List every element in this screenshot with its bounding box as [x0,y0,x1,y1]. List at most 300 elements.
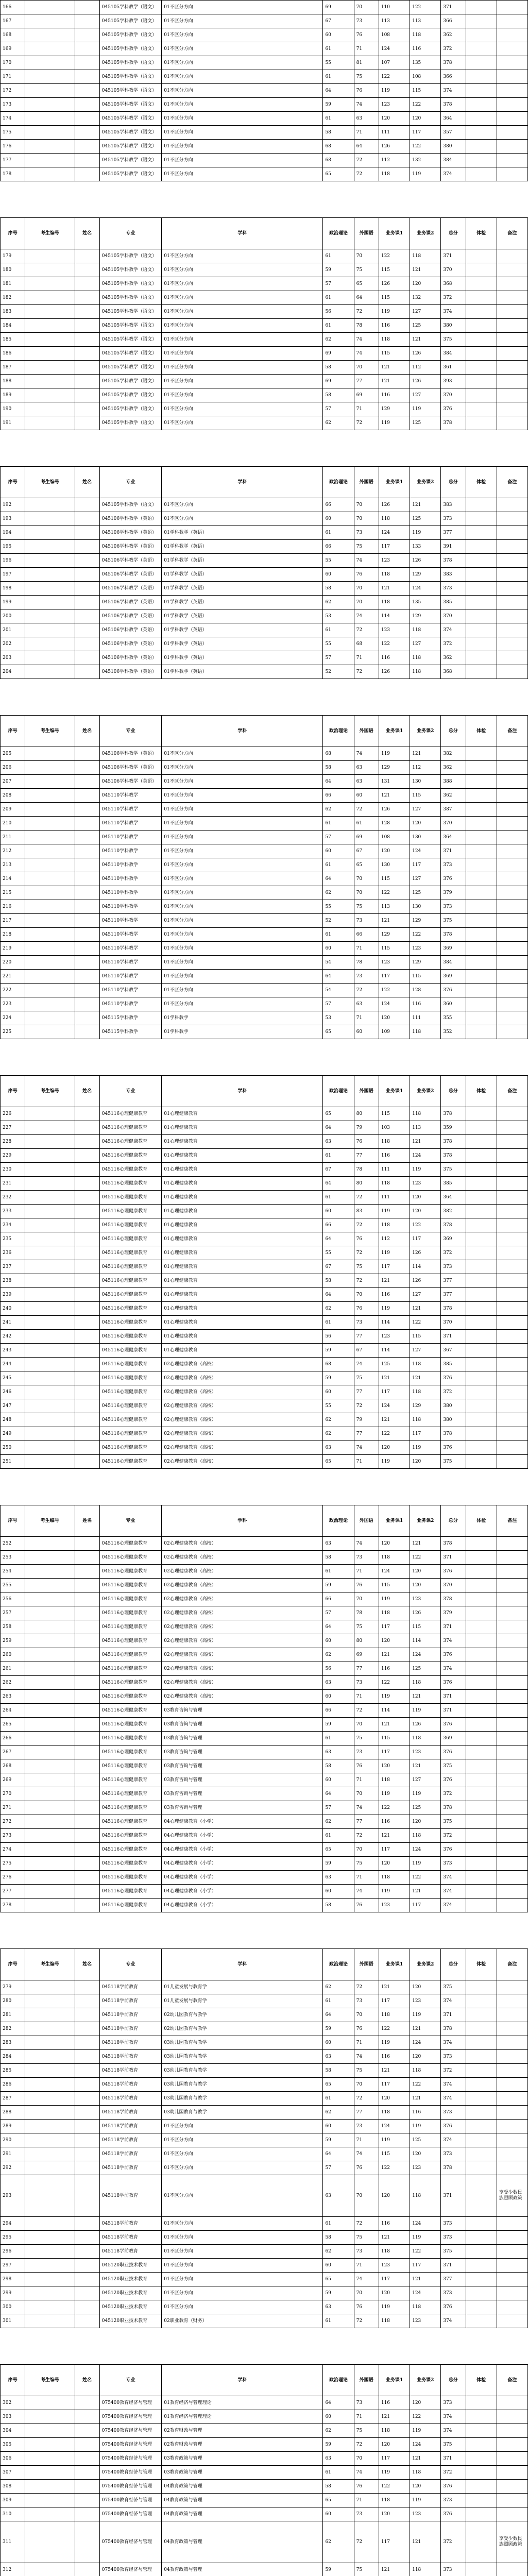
cell-subject: 03教育咨询与管理 [162,1704,323,1718]
cell-course1: 111 [379,126,410,140]
cell-subject: 01不区分方向 [162,98,323,112]
table-row [1,568,528,582]
cell-course2: 120 [410,1980,441,1994]
cell-foreign: 71 [354,402,379,416]
cell-subject: 04心理健康教育（小学） [162,1815,323,1829]
cell-subject: 03教育咨询与管理 [162,1801,323,1815]
cell-total: 361 [441,361,466,375]
cell-seq: 285 [1,2064,25,2078]
cell-major: 045116心理健康教育 [99,1787,161,1801]
cell-exam_no [25,651,75,665]
cell-foreign: 71 [354,126,379,140]
cell-major: 045116心理健康教育 [99,1121,161,1135]
cell-political: 64 [323,970,354,984]
cell-seq: 253 [1,1551,25,1565]
table-row [1,1135,528,1149]
cell-remark [466,789,497,803]
cell-note [497,1011,527,1025]
header-subject: 学科 [162,1076,323,1107]
cell-name [75,1899,99,1912]
cell-remark [466,1980,497,1994]
cell-remark [466,2300,497,2314]
header-name: 姓名 [75,467,99,498]
cell-total: 371 [441,2452,466,2466]
cell-exam_no [25,582,75,596]
cell-course2: 125 [410,1801,441,1815]
cell-course2: 113 [410,14,441,28]
cell-major: 045106学科教学（英语） [99,582,161,596]
cell-remark [466,914,497,928]
table-row [1,1107,528,1121]
cell-remark [466,1205,497,1218]
cell-exam_no [25,1135,75,1149]
cell-course2: 126 [410,1274,441,1288]
cell-total: 377 [441,1288,466,1302]
cell-note [497,1718,527,1732]
header-political: 政治理论 [323,218,354,249]
cell-name [75,1676,99,1690]
cell-seq: 184 [1,319,25,333]
cell-note [497,540,527,554]
cell-foreign: 76 [354,1135,379,1149]
cell-seq: 224 [1,1011,25,1025]
cell-name [75,2563,99,2576]
cell-course2: 112 [410,361,441,375]
cell-remark [466,1704,497,1718]
cell-remark [466,623,497,637]
cell-exam_no [25,2410,75,2424]
cell-foreign: 76 [354,2480,379,2494]
cell-total: 371 [441,1690,466,1704]
cell-note [497,277,527,291]
cell-course2: 118 [410,1385,441,1399]
cell-course1: 120 [379,2438,410,2452]
cell-note [497,2563,527,2576]
cell-foreign: 74 [354,1537,379,1551]
cell-exam_no [25,2521,75,2563]
table-row [1,2438,528,2452]
cell-name [75,1441,99,1455]
cell-course1: 131 [379,775,410,789]
cell-course2: 124 [410,2036,441,2050]
cell-remark [466,2273,497,2286]
cell-major: 045105学科教学（语文） [99,84,161,98]
cell-total: 385 [441,1177,466,1191]
cell-political: 61 [323,623,354,637]
cell-political: 69 [323,347,354,361]
cell-total: 369 [441,1232,466,1246]
cell-foreign: 81 [354,56,379,70]
cell-course2: 121 [410,498,441,512]
cell-subject: 01心理健康教育 [162,1191,323,1205]
cell-major: 045116心理健康教育 [99,1829,161,1843]
cell-subject: 01不区分方向 [162,928,323,942]
cell-seq: 265 [1,1718,25,1732]
cell-major: 075400教育经济与管理 [99,2396,161,2410]
cell-foreign: 76 [354,1899,379,1912]
cell-remark [466,98,497,112]
cell-remark [466,498,497,512]
table-row [1,347,528,361]
cell-remark [466,291,497,305]
cell-exam_no [25,361,75,375]
cell-seq: 207 [1,775,25,789]
cell-subject: 01心理健康教育 [162,1316,323,1330]
cell-remark [466,637,497,651]
cell-remark [466,70,497,84]
cell-total: 376 [441,1371,466,1385]
cell-note [497,2106,527,2120]
cell-total: 376 [441,1441,466,1455]
cell-seq: 247 [1,1399,25,1413]
cell-course2: 118 [410,249,441,263]
cell-subject: 03教育政策与管理 [162,2452,323,2466]
cell-political: 59 [323,2563,354,2576]
table-row [1,512,528,526]
cell-exam_no [25,402,75,416]
cell-subject: 01不区分方向 [162,56,323,70]
cell-major: 045115学科教学 [99,1011,161,1025]
cell-seq: 279 [1,1980,25,1994]
header-course2: 业务课2 [410,2365,441,2396]
cell-political: 61 [323,319,354,333]
cell-seq: 245 [1,1371,25,1385]
cell-total: 364 [441,112,466,126]
cell-exam_no [25,761,75,775]
cell-subject: 01学科教学（英语） [162,637,323,651]
cell-exam_no [25,997,75,1011]
cell-course1: 116 [379,1815,410,1829]
cell-exam_no [25,942,75,956]
cell-name [75,1620,99,1634]
header-remark: 体检 [466,716,497,747]
table-row [1,997,528,1011]
cell-subject: 02心理健康教育（高校） [162,1441,323,1455]
cell-foreign: 73 [354,914,379,928]
header-total: 总分 [441,1505,466,1537]
cell-total: 387 [441,803,466,817]
cell-course1: 110 [379,1,410,14]
cell-major: 045105学科教学（语文） [99,402,161,416]
header-foreign: 外国语 [354,716,379,747]
cell-remark [466,1316,497,1330]
cell-course1: 118 [379,2008,410,2022]
cell-foreign: 70 [354,249,379,263]
cell-major: 045118学前教育 [99,2036,161,2050]
cell-total: 370 [441,817,466,831]
cell-subject: 01不区分方向 [162,844,323,858]
cell-name [75,361,99,375]
cell-note [497,2396,527,2410]
cell-exam_no [25,872,75,886]
cell-major: 045116心理健康教育 [99,1246,161,1260]
cell-total: 374 [441,1885,466,1899]
cell-political: 59 [323,1857,354,1871]
cell-note [497,2120,527,2133]
table-row [1,1358,528,1371]
table-row [1,526,528,540]
cell-name [75,14,99,28]
cell-note [497,1690,527,1704]
cell-name [75,1773,99,1787]
header-total: 总分 [441,218,466,249]
cell-political: 64 [323,1620,354,1634]
cell-note [497,112,527,126]
cell-political: 57 [323,1801,354,1815]
cell-remark [466,1025,497,1039]
cell-course2: 129 [410,1399,441,1413]
cell-remark [466,1634,497,1648]
cell-political: 60 [323,2120,354,2133]
cell-foreign: 72 [354,1274,379,1288]
cell-remark [466,375,497,388]
cell-political: 66 [323,1704,354,1718]
cell-major: 045105学科教学（语文） [99,498,161,512]
cell-seq: 297 [1,2259,25,2273]
cell-exam_no [25,1427,75,1441]
cell-political: 54 [323,984,354,997]
cell-subject: 01不区分方向 [162,347,323,361]
cell-foreign: 70 [354,2452,379,2466]
cell-major: 045120职业技术教育 [99,2273,161,2286]
cell-total: 376 [441,2300,466,2314]
cell-total: 378 [441,1592,466,1606]
header-seq: 序号 [1,1505,25,1537]
cell-seq: 241 [1,1316,25,1330]
cell-seq: 228 [1,1135,25,1149]
cell-note [497,416,527,430]
cell-remark [466,1191,497,1205]
cell-total: 371 [441,249,466,263]
cell-seq: 226 [1,1107,25,1121]
cell-note [497,886,527,900]
table-row [1,1634,528,1648]
cell-seq: 214 [1,872,25,886]
table-row [1,1163,528,1177]
cell-name [75,347,99,361]
cell-exam_no [25,886,75,900]
cell-foreign: 76 [354,2022,379,2036]
cell-foreign: 75 [354,1732,379,1745]
cell-exam_no [25,1606,75,1620]
cell-political: 62 [323,1815,354,1829]
header-foreign: 外国语 [354,467,379,498]
cell-foreign: 73 [354,2396,379,2410]
cell-exam_no [25,1801,75,1815]
cell-seq: 203 [1,651,25,665]
cell-major: 045116心理健康教育 [99,1690,161,1704]
table-row [1,914,528,928]
cell-remark [466,1579,497,1592]
cell-exam_no [25,2424,75,2438]
cell-course2: 122 [410,1218,441,1232]
cell-course2: 122 [410,928,441,942]
cell-course2: 124 [410,582,441,596]
cell-total: 369 [441,970,466,984]
header-seq: 序号 [1,2365,25,2396]
cell-note [497,1606,527,1620]
cell-course2: 124 [410,2286,441,2300]
table-row [1,167,528,181]
cell-foreign: 70 [354,2008,379,2022]
cell-course2: 118 [410,1829,441,1843]
cell-course1: 117 [379,2273,410,2286]
header-course1: 业务课1 [379,1076,410,1107]
cell-name [75,2147,99,2161]
cell-major: 045116心理健康教育 [99,1648,161,1662]
cell-foreign: 73 [354,1551,379,1565]
cell-total: 376 [441,402,466,416]
cell-subject: 02心理健康教育（高校） [162,1690,323,1704]
cell-total: 374 [441,167,466,181]
cell-subject: 01学科教学（英语） [162,596,323,609]
cell-seq: 181 [1,277,25,291]
cell-course2: 115 [410,1330,441,1344]
cell-seq: 215 [1,886,25,900]
cell-major: 045116心理健康教育 [99,1759,161,1773]
cell-subject: 02心理健康教育（高校） [162,1385,323,1399]
cell-subject: 01儿童发展与教育学 [162,1994,323,2008]
cell-seq: 178 [1,167,25,181]
cell-note [497,568,527,582]
cell-major: 045120职业技术教育 [99,2259,161,2273]
cell-foreign: 73 [354,1745,379,1759]
cell-seq: 219 [1,942,25,956]
cell-subject: 01心理健康教育 [162,1121,323,1135]
header-note: 备注 [497,218,527,249]
cell-exam_no [25,1274,75,1288]
cell-note [497,2259,527,2273]
cell-remark [466,319,497,333]
cell-seq: 232 [1,1191,25,1205]
cell-exam_no [25,1620,75,1634]
cell-subject: 01学科教学（英语） [162,582,323,596]
cell-subject: 01教育经济与管理理论 [162,2410,323,2424]
header-course2: 业务课2 [410,467,441,498]
cell-total: 382 [441,747,466,761]
cell-course1: 116 [379,1288,410,1302]
cell-name [75,1399,99,1413]
cell-foreign: 71 [354,2410,379,2424]
cell-remark [466,1385,497,1399]
cell-political: 61 [323,1829,354,1843]
cell-course1: 113 [379,900,410,914]
cell-subject: 01不区分方向 [162,886,323,900]
cell-subject: 02心理健康教育（高校） [162,1455,323,1469]
cell-exam_no [25,2064,75,2078]
cell-exam_no [25,596,75,609]
cell-exam_no [25,914,75,928]
cell-remark [466,84,497,98]
cell-subject: 01不区分方向 [162,291,323,305]
cell-political: 62 [323,2245,354,2259]
cell-course1: 122 [379,2022,410,2036]
cell-exam_no [25,2161,75,2175]
cell-remark [466,1,497,14]
cell-seq: 240 [1,1302,25,1316]
cell-note [497,637,527,651]
cell-name [75,2286,99,2300]
cell-subject: 02心理健康教育（高校） [162,1565,323,1579]
cell-political: 56 [323,1662,354,1676]
header-exam_no: 考生编号 [25,1076,75,1107]
cell-seq: 205 [1,747,25,761]
cell-course1: 124 [379,1565,410,1579]
cell-exam_no [25,1885,75,1899]
table-row [1,1121,528,1135]
cell-total: 371 [441,1704,466,1718]
cell-course1: 123 [379,1899,410,1912]
cell-subject: 01不区分方向 [162,900,323,914]
cell-subject: 01学科教学 [162,1025,323,1039]
cell-exam_no [25,14,75,28]
cell-total: 373 [441,2396,466,2410]
cell-total: 364 [441,831,466,844]
cell-political: 58 [323,2064,354,2078]
cell-foreign: 80 [354,1107,379,1121]
cell-seq: 303 [1,2410,25,2424]
cell-note [497,56,527,70]
cell-major: 045116心理健康教育 [99,1843,161,1857]
cell-total: 375 [441,1980,466,1994]
table-row [1,319,528,333]
table-row [1,2396,528,2410]
cell-foreign: 71 [354,1565,379,1579]
cell-foreign: 76 [354,1579,379,1592]
cell-course2: 119 [410,402,441,416]
cell-note [497,1413,527,1427]
cell-total: 376 [441,2480,466,2494]
cell-note [497,263,527,277]
cell-foreign: 71 [354,1773,379,1787]
cell-seq: 282 [1,2022,25,2036]
cell-foreign: 70 [354,1592,379,1606]
cell-subject: 01学科教学 [162,1011,323,1025]
cell-political: 57 [323,651,354,665]
cell-course1: 118 [379,2494,410,2507]
cell-note [497,1205,527,1218]
cell-course2: 120 [410,2480,441,2494]
cell-total: 373 [441,2494,466,2507]
cell-course1: 120 [379,2507,410,2521]
cell-political: 60 [323,1385,354,1399]
cell-name [75,416,99,430]
cell-course1: 118 [379,2106,410,2120]
cell-name [75,2259,99,2273]
header-course1: 业务课1 [379,467,410,498]
cell-course2: 123 [410,1592,441,1606]
cell-subject: 01不区分方向 [162,997,323,1011]
cell-total: 368 [441,665,466,679]
cell-total: 376 [441,984,466,997]
cell-subject: 01学科教学（英语） [162,665,323,679]
cell-name [75,1704,99,1718]
page-gap [1,430,528,467]
cell-note [497,402,527,416]
cell-exam_no [25,1441,75,1455]
cell-foreign: 75 [354,2064,379,2078]
cell-subject: 04心理健康教育（小学） [162,1899,323,1912]
cell-total: 378 [441,2161,466,2175]
gap-cell [1,1469,528,1505]
cell-remark [466,900,497,914]
cell-subject: 02心理健康教育（高校） [162,1676,323,1690]
cell-foreign: 76 [354,1232,379,1246]
cell-major: 045118学前教育 [99,1994,161,2008]
cell-name [75,498,99,512]
cell-name [75,1801,99,1815]
cell-exam_no [25,2217,75,2231]
